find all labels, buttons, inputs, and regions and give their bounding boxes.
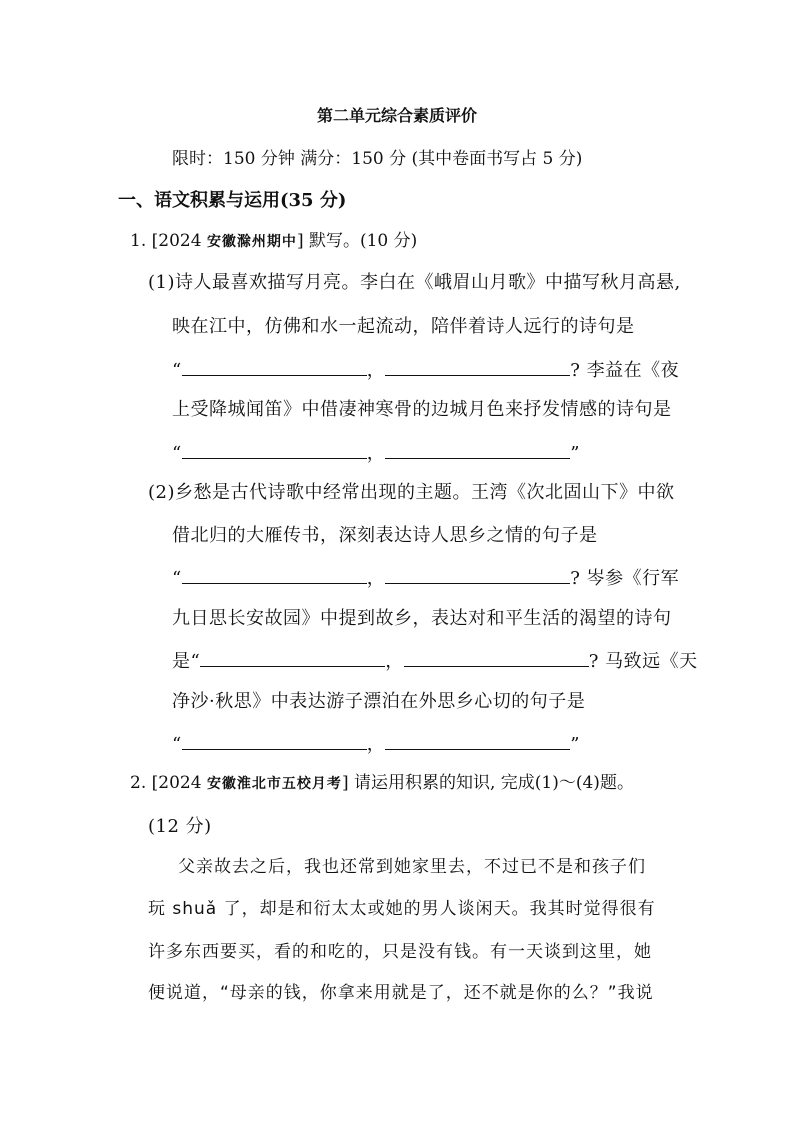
blank-5[interactable]	[182, 567, 367, 584]
question-1-prefix: 1. [2024	[130, 231, 202, 251]
line-tail: ? 岑参《行军	[570, 568, 680, 589]
q1-1-line-2: 映在江中，仿佛和水一起流动，陪伴着诗人远行的诗句是	[172, 316, 635, 337]
question-1-header	[130, 233, 417, 250]
q1-2-line-6: 净沙·秋思》中表达游子漂泊在外思乡心切的句子是	[172, 691, 586, 712]
q1-2-line-1: (2)乡愁是古代诗歌中经常出现的主题。王湾《次北固山下》中欲	[148, 482, 675, 503]
q1-1-line-5	[172, 442, 580, 463]
q1-2-line-5	[172, 650, 698, 671]
passage-line-4: 便说道，“母亲的钱，你拿来用就是了，还不就是你的么？”我说	[148, 983, 654, 1003]
comma: ，	[366, 734, 386, 755]
blank-9[interactable]	[182, 733, 367, 750]
comma: ，	[366, 568, 386, 589]
line-tail: ? 马致远《天	[588, 651, 698, 672]
open-quote: “	[172, 360, 182, 381]
q1-1-line-3	[172, 359, 679, 380]
blank-10[interactable]	[385, 733, 570, 750]
open-quote: “	[172, 734, 182, 755]
question-1-suffix: ] 默写。(10 分)	[296, 231, 418, 251]
blank-7[interactable]	[200, 650, 385, 667]
question-2-source: 安徽淮北市五校月考	[206, 776, 342, 792]
blank-1[interactable]	[182, 359, 367, 376]
q1-2-line-7	[172, 733, 580, 754]
q1-2-line-4: 九日思长安故园》中提到故乡，表达对和平生活的渴望的诗句	[172, 608, 672, 629]
q1-1-line-4: 上受降城闻笛》中借凄神寒骨的边城月色来抒发情感的诗句是	[172, 399, 672, 420]
section-heading: 一、语文积累与运用(35 分)	[118, 190, 347, 211]
comma: ，	[366, 443, 386, 464]
q1-2-line-3	[172, 567, 679, 588]
question-2-score: (12 分)	[148, 816, 212, 837]
q1-2-line-2: 借北归的大雁传书，深刻表达诗人思乡之情的句子是	[172, 525, 598, 546]
open-quote: “	[172, 568, 182, 589]
question-2-prefix: 2. [2024	[130, 773, 202, 793]
comma: ，	[385, 651, 404, 672]
comma: ，	[366, 360, 386, 381]
blank-6[interactable]	[385, 567, 570, 584]
passage-line-1: 父亲故去之后，我也还常到她家里去，不过已不是和孩子们	[178, 857, 646, 877]
question-2-suffix: ] 请运用积累的知识, 完成(1)～(4)题。	[341, 773, 634, 793]
passage-line-2: 玩 shuǎ 了，却是和衍太太或她的男人谈闲天。我其时觉得很有	[148, 899, 656, 919]
open-quote: 是“	[172, 651, 201, 672]
blank-8[interactable]	[404, 650, 589, 667]
question-2-header	[130, 775, 634, 792]
question-1-source: 安徽滁州期中	[206, 234, 297, 250]
passage-line-3: 许多东西要买，看的和吃的，只是没有钱。有一天谈到这里，她	[148, 942, 652, 962]
close-quote: ”	[570, 734, 580, 755]
blank-4[interactable]	[385, 442, 570, 459]
line-tail: ? 李益在《夜	[570, 360, 680, 381]
open-quote: “	[172, 443, 182, 464]
exam-meta: 限时：150 分钟 满分：150 分 (其中卷面书写占 5 分)	[172, 149, 583, 169]
blank-3[interactable]	[182, 442, 367, 459]
close-quote: ”	[570, 443, 580, 464]
blank-2[interactable]	[385, 359, 570, 376]
page-title: 第二单元综合素质评价	[316, 106, 477, 125]
q1-1-line-1: (1)诗人最喜欢描写月亮。李白在《峨眉山月歌》中描写秋月高悬,	[148, 272, 681, 293]
